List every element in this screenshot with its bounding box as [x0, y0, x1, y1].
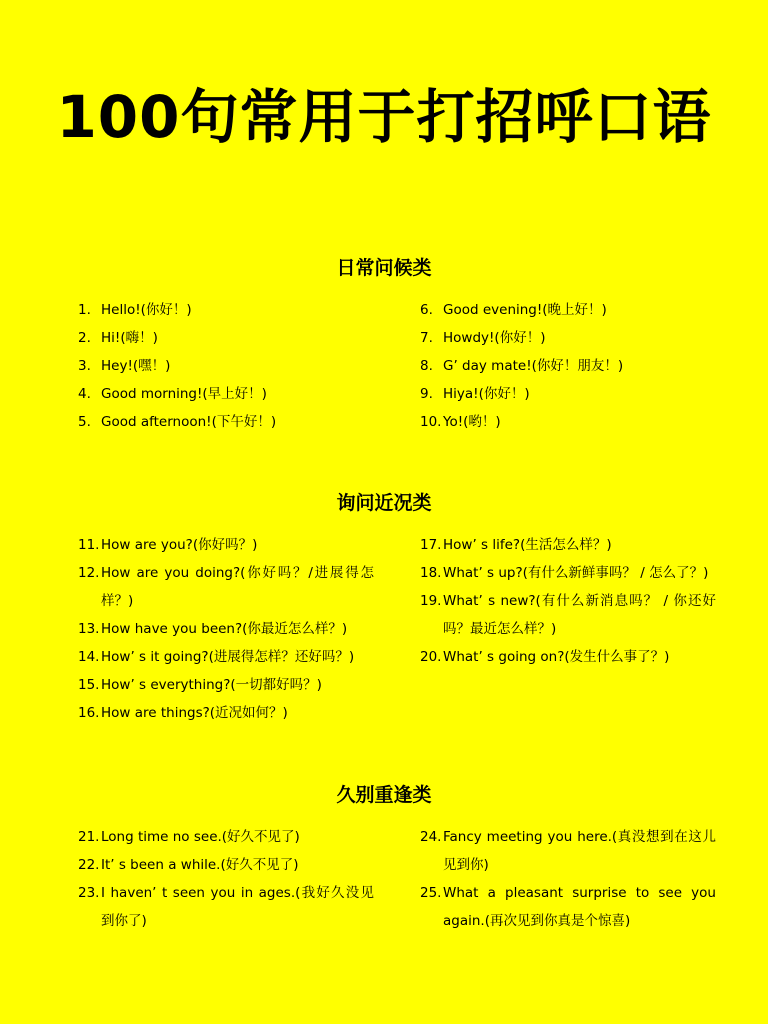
item-text: How’ s life?(生活怎么样？) [443, 537, 612, 553]
item-number: 4. [78, 386, 91, 402]
section-2-left-column [78, 531, 374, 727]
list-item [420, 531, 716, 559]
section-heading-daily-greetings: 日常问候类 [336, 257, 432, 279]
item-number: 20. [420, 649, 442, 665]
item-number: 14. [78, 649, 100, 665]
item-text: Good evening!(晚上好！) [443, 302, 607, 318]
item-number: 3. [78, 358, 91, 374]
section-3-left-column [78, 823, 374, 935]
item-text: It’ s been a while.(好久不见了) [101, 857, 299, 873]
list-item [420, 352, 716, 380]
item-number: 24. [420, 829, 442, 845]
item-number: 10. [420, 414, 442, 430]
item-text: Hey!(嘿！) [101, 358, 171, 374]
item-text: How are you doing?(你好吗？/进展得怎样？) [101, 565, 374, 609]
item-text: What’ s up?(有什么新鲜事吗？ / 怎么了？) [443, 565, 709, 581]
item-number: 19. [420, 593, 442, 609]
item-text: Good morning!(早上好！) [101, 386, 267, 402]
item-text: Hi!(嗨！) [101, 330, 158, 346]
item-text: Long time no see.(好久不见了) [101, 829, 300, 845]
list-item [78, 531, 374, 559]
list-item [78, 324, 374, 352]
list-item [78, 296, 374, 324]
list-item [78, 699, 374, 727]
list-item [78, 879, 374, 935]
list-item [78, 851, 374, 879]
item-text: How are things?(近况如何？) [101, 705, 288, 721]
item-number: 25. [420, 885, 442, 901]
item-number: 5. [78, 414, 91, 430]
item-number: 13. [78, 621, 100, 637]
item-number: 2. [78, 330, 91, 346]
item-number: 8. [420, 358, 433, 374]
item-text: I haven’ t seen you in ages.(我好久没见到你了) [101, 885, 374, 929]
item-number: 9. [420, 386, 433, 402]
item-text: How’ s everything?(一切都好吗？) [101, 677, 322, 693]
item-number: 1. [78, 302, 91, 318]
item-text: Howdy!(你好！) [443, 330, 546, 346]
item-text: Good afternoon!(下午好！) [101, 414, 277, 430]
list-item [420, 324, 716, 352]
item-text: Fancy meeting you here.(真没想到在这儿见到你) [443, 829, 716, 873]
section-1-left-column [78, 296, 374, 436]
item-text: What’ s new?(有什么新消息吗？ / 你还好吗？最近怎么样？) [443, 593, 716, 637]
list-item [420, 879, 716, 935]
item-text: Yo!(哟！) [443, 414, 501, 430]
section-2-right-column [420, 531, 716, 671]
list-item [420, 587, 716, 643]
list-item [78, 671, 374, 699]
list-item [420, 823, 716, 879]
item-text: Hello!(你好！) [101, 302, 192, 318]
item-text: What’ s going on?(发生什么事了？) [443, 649, 670, 665]
item-text: How are you?(你好吗？) [101, 537, 258, 553]
item-text: How’ s it going?(进展得怎样？还好吗？) [101, 649, 355, 665]
list-item [78, 615, 374, 643]
item-number: 18. [420, 565, 442, 581]
item-number: 7. [420, 330, 433, 346]
item-number: 15. [78, 677, 100, 693]
list-item [420, 380, 716, 408]
list-item [420, 296, 716, 324]
item-number: 23. [78, 885, 100, 901]
list-item [78, 643, 374, 671]
section-heading-asking-about-recent: 询问近况类 [336, 492, 432, 514]
item-number: 16. [78, 705, 100, 721]
list-item [78, 559, 374, 615]
list-item [78, 352, 374, 380]
page-title: 100句常用于打招呼口语 [56, 83, 712, 151]
section-1-right-column [420, 296, 716, 436]
section-3-right-column [420, 823, 716, 935]
item-text: Hiya!(你好！) [443, 386, 530, 402]
item-number: 6. [420, 302, 433, 318]
list-item [420, 643, 716, 671]
list-item [420, 408, 716, 436]
item-text: What a pleasant surprise to see you again.(再次见到你真是个惊喜) [443, 885, 716, 929]
item-number: 11. [78, 537, 100, 553]
item-number: 21. [78, 829, 100, 845]
item-text: How have you been?(你最近怎么样？) [101, 621, 348, 637]
list-item [78, 408, 374, 436]
item-number: 22. [78, 857, 100, 873]
list-item [78, 380, 374, 408]
list-item [420, 559, 716, 587]
item-number: 17. [420, 537, 442, 553]
list-item [78, 823, 374, 851]
section-heading-reunion: 久别重逢类 [336, 784, 432, 806]
item-number: 12. [78, 565, 100, 581]
item-text: G’ day mate!(你好！朋友！) [443, 358, 624, 374]
